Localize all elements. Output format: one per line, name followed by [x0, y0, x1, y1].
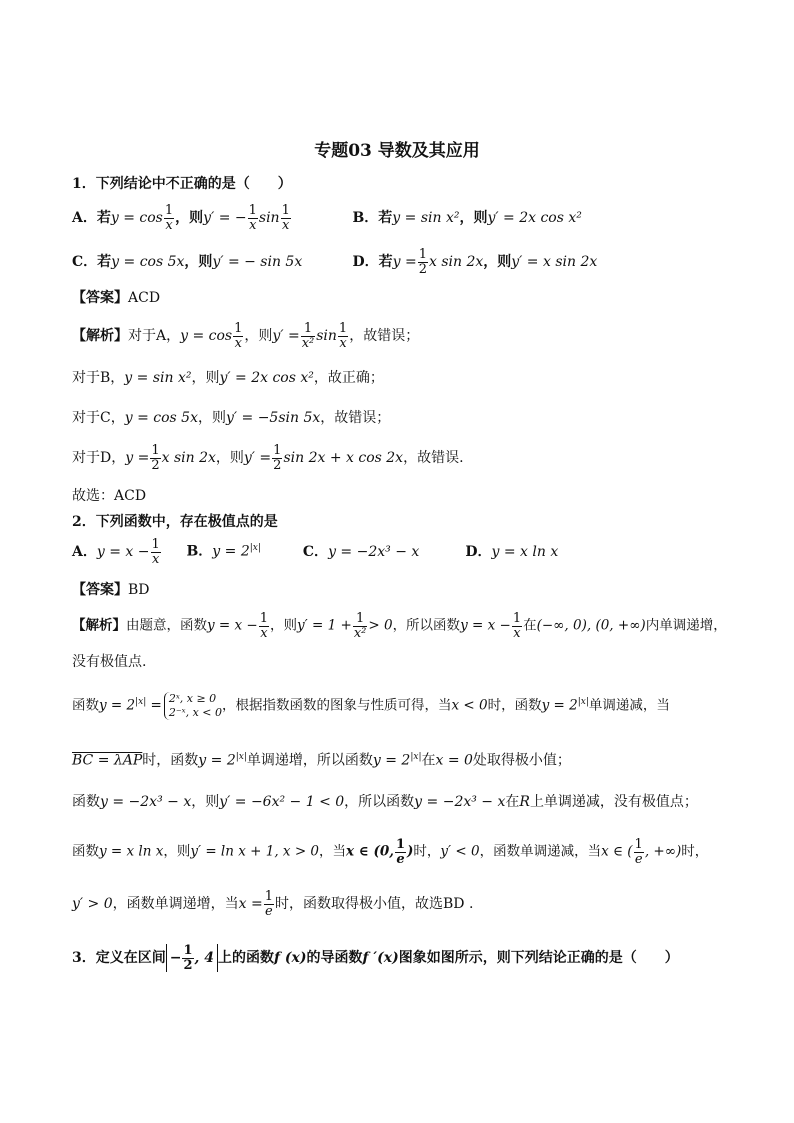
- q2-options: [72, 538, 734, 566]
- q2-analysis-line5: 函数y = −2x³ − x，则y′ = −6x² − 1 < 0，所以函数y = −2x³ − x在R上单调递减，没有极值点；: [72, 794, 698, 810]
- q1-analysis-c: 对于C，y = cos 5x，则y′ = −5sin 5x，故错误；: [72, 410, 391, 426]
- q1-choose: 故选：ACD: [72, 488, 147, 504]
- interval-bracket: − $\frac{1}{2}$ , 4: [166, 944, 218, 972]
- q1-options-row2: [72, 248, 734, 276]
- q1-stem: 1．下列结论中不正确的是（ ）: [72, 176, 292, 192]
- q2-analysis-line6: 函数y = x ln x，则y′ = ln x + 1, x > 0，当x ∈ (0, $\frac{1}{e}$ )时，y′ < 0，函数单调递减，当x ∈ ( $\frac{1}{e}$ , +∞)时，: [72, 837, 709, 867]
- q1-analysis-a: 【解析】对于A，y = cos $\frac{1}{x}$ ，则y′ = $\frac{1}{\text{x²}}$ sin $\frac{1}{x}$ ，故错误；: [72, 321, 420, 351]
- q2-option-b: B．$y = 2^{|x|}$: [186, 543, 261, 561]
- q1-analysis-d: 对于D，y = $\frac{1}{2}$ x sin 2x，则y′ = $\frac{1}{2}$ sin 2x + x cos 2x，故错误.: [72, 443, 464, 473]
- q1-options-row1: [72, 204, 734, 232]
- q1-option-a: A．若y = cos $\frac{1}{x}$ ，则y′ = − $\frac{1}{x}$ sin $\frac{1}{x}$: [72, 203, 290, 233]
- page-title: 专题03 导数及其应用: [314, 141, 480, 161]
- q2-option-d: D．y = x ln x: [465, 544, 559, 561]
- q1-option-c: C．若y = cos 5x，则y′ = − sin 5x: [72, 254, 303, 271]
- fraction: $\frac{1}{x}$: [248, 203, 257, 233]
- q2-analysis-line4: BC = λAP时，函数$y = 2^{|x|}$单调递增，所以函数$y = 2^{|x|}$在x = 0处取得极小值；: [72, 752, 571, 769]
- q2-analysis-line3: 函数$y = 2^{|x|}$ = 2ˣ, x ≥ 0 2⁻ˣ, x < 0 ，根据指数函数的图象与性质可得，当x < 0时，函数$y = 2^{|x|}$单调递减，当: [72, 692, 670, 719]
- piecewise-brace: 2ˣ, x ≥ 0 2⁻ˣ, x < 0: [164, 692, 222, 720]
- fraction: $\frac{1}{x}$: [164, 203, 174, 233]
- q1-option-d: D．若y = $\frac{1}{2}$ x sin 2x，则y′ = x sin 2x: [352, 247, 598, 277]
- q1-answer: 【答案】ACD: [72, 290, 161, 306]
- q2-answer: 【答案】BD: [72, 582, 150, 598]
- q3-stem: 3．定义在区间 − $\frac{1}{2}$ , 4 上的函数f (x)的导函数f ′(x)图象如图所示，则下列结论正确的是（ ）: [72, 943, 679, 973]
- q2-option-c: C．y = −2x³ − x: [302, 544, 420, 561]
- q1-option-b: B．若y = sin x²，则y′ = 2x cos x²: [352, 210, 582, 227]
- q1-analysis-b: 对于B，y = sin x²，则y′ = 2x cos x²，故正确；: [72, 370, 384, 386]
- fraction: $\frac{1}{2}$: [418, 247, 427, 277]
- q2-analysis-line1: 【解析】由题意，函数y = x − $\frac{1}{x}$ ，则y′ = 1 + $\frac{1}{\text{x²}}$ > 0，所以函数y = x − $\frac{1}{x}$ 在(−∞, 0), (0, +∞)内单调递增，: [72, 611, 727, 641]
- q2-analysis-line2: 没有极值点.: [72, 654, 147, 670]
- q2-analysis-line7: y′ > 0，函数单调递增，当x = $\frac{1}{e}$ 时，函数取得极小值，故选BD .: [72, 889, 474, 919]
- fraction: $\frac{1}{x}$: [281, 203, 290, 233]
- q2-stem: 2．下列函数中，存在极值点的是: [72, 514, 278, 530]
- q2-option-a: A．y = x − $\frac{1}{x}$: [72, 537, 160, 567]
